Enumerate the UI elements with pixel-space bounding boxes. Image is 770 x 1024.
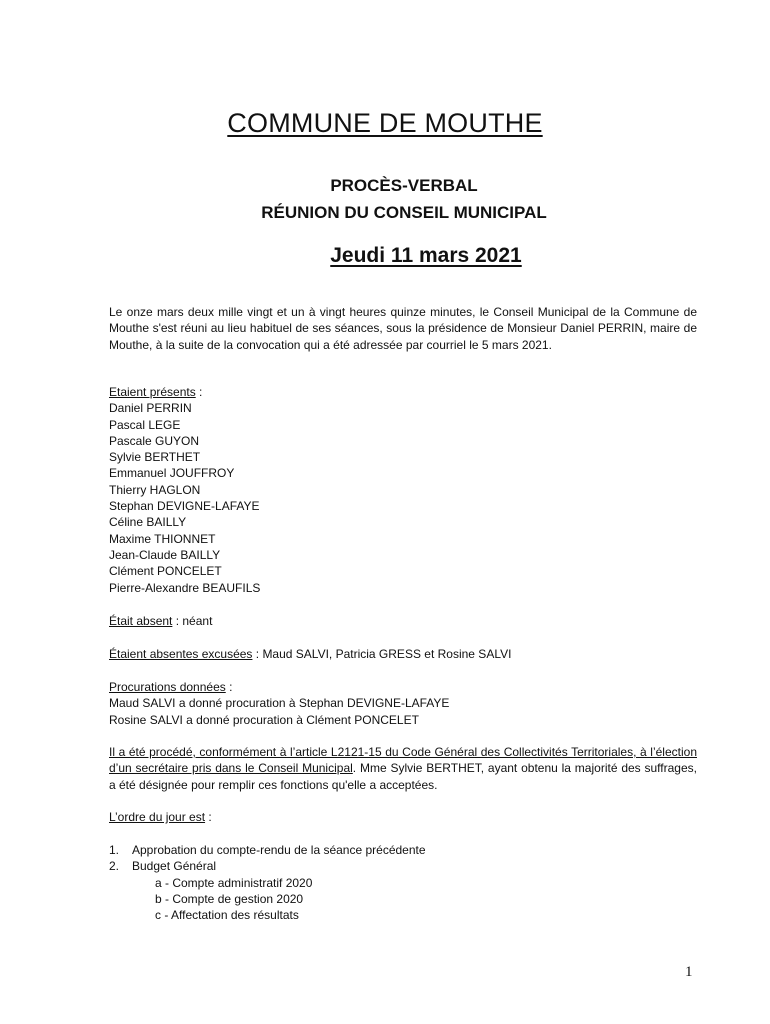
excused-text: : Maud SALVI, Patricia GRESS et Rosine SALVI <box>252 647 512 661</box>
attendee-name: Daniel PERRIN <box>109 401 192 416</box>
agenda-heading <box>109 809 697 825</box>
excused-line <box>109 646 697 662</box>
secretary-underlined-text: Il a été procédé, conformément à l’article L2121-15 du Code Général des Collectivités Territoriales, à l’élection d’un secrétaire pris dans le Conseil Municipal <box>109 745 697 776</box>
attendee-name: Pascale GUYON <box>109 433 200 448</box>
proxies-section <box>109 679 697 728</box>
attendees-heading <box>109 384 697 400</box>
attendee-name: Emmanuel JOUFFROY <box>109 466 235 481</box>
absent-line <box>109 613 697 629</box>
attendee-name: Jean-Claude BAILLY <box>109 547 221 562</box>
agenda-subitem: a - Compte administratif 2020 <box>155 875 313 890</box>
agenda-item-number: 1. <box>109 843 120 857</box>
commune-title: COMMUNE DE MOUTHE <box>227 108 543 138</box>
agenda-subitem: c - Affectation des résultats <box>155 908 299 923</box>
attendee-name: Clément PONCELET <box>109 564 222 579</box>
proxy-line: Rosine SALVI a donné procuration à Clément PONCELET <box>109 712 419 727</box>
attendee-name: Céline BAILLY <box>109 515 187 530</box>
agenda-item <box>109 858 697 874</box>
secretary-rest-text: . Mme Sylvie BERTHET, ayant obtenu la majorité des suffrages, a été désignée pour remplir ces fonctions qu'elle a acceptées. <box>109 761 697 792</box>
proxies-heading <box>109 679 697 695</box>
page-number: 1 <box>685 964 693 980</box>
excused-label: Étaient absentes excusées <box>109 647 253 661</box>
attendee-name: Thierry HAGLON <box>109 482 201 497</box>
absent-label: Était absent <box>109 614 173 628</box>
agenda-label: L’ordre du jour est <box>109 810 206 824</box>
attendee-name: Pierre-Alexandre BEAUFILS <box>109 580 261 595</box>
meeting-date: Jeudi 11 mars 2021 <box>330 244 522 267</box>
agenda-item-text: Budget Général <box>132 859 217 874</box>
attendees-colon: : <box>195 385 203 399</box>
secretary-paragraph <box>109 744 697 793</box>
reunion-heading: RÉUNION DU CONSEIL MUNICIPAL <box>261 203 547 222</box>
agenda-item-text: Approbation du compte-rendu de la séance précédente <box>132 843 426 857</box>
attendee-name: Maxime THIONNET <box>109 531 216 546</box>
attendee-name: Sylvie BERTHET <box>109 450 201 465</box>
attendee-name: Stephan DEVIGNE-LAFAYE <box>109 499 260 514</box>
attendee-name: Pascal LEGE <box>109 417 181 432</box>
absent-text: : néant <box>172 614 213 628</box>
agenda-list <box>109 842 697 923</box>
intro-paragraph: Le onze mars deux mille vingt et un à vingt heures quinze minutes, le Conseil Municipal de la Commune de Mouthe s'est réuni au lieu habituel de ses séances, sous la présidence de Monsieur Daniel PERRIN, maire de Mouthe, à la suite de la convocation qui a été adressée par courriel le 5 mars 2021. <box>109 305 697 352</box>
agenda-item-number: 2. <box>109 859 120 874</box>
agenda-item <box>109 842 697 858</box>
proxy-line: Maud SALVI a donné procuration à Stephan DEVIGNE-LAFAYE <box>109 696 450 711</box>
agenda-colon: : <box>205 810 212 824</box>
proces-verbal-heading: PROCÈS-VERBAL <box>330 176 478 195</box>
attendees-section <box>109 384 697 596</box>
attendees-label: Etaient présents <box>109 385 196 399</box>
proxies-colon: : <box>225 680 233 694</box>
agenda-subitem: b - Compte de gestion 2020 <box>155 891 304 906</box>
proxies-label: Procurations données <box>109 680 226 694</box>
